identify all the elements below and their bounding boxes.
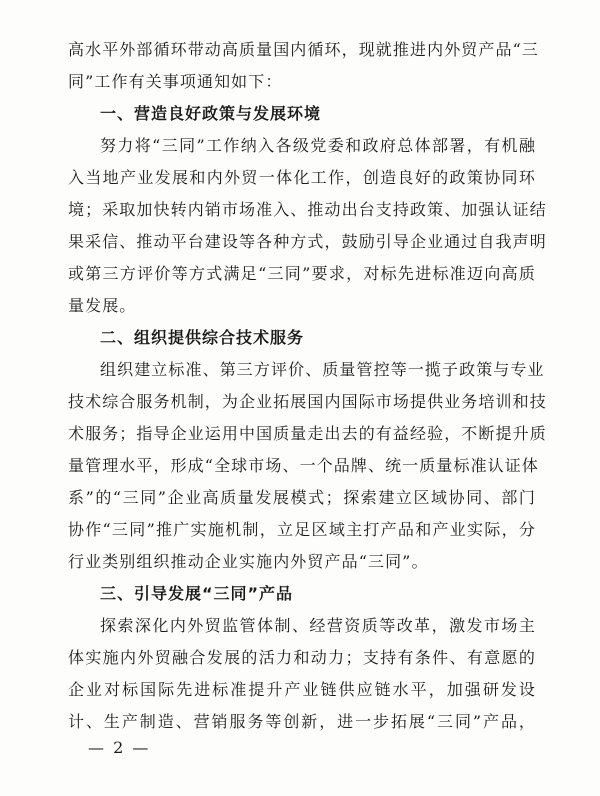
section-heading: 三、引导发展“三同”产品	[100, 584, 294, 603]
document-body	[68, 34, 547, 738]
intro-line: 同”工作有关事项通知如下：	[68, 72, 283, 91]
paragraph-line: 入当地产业发展和内外贸一体化工作，创造良好的政策协同环	[68, 168, 536, 187]
paragraph-line: 量发展。	[68, 296, 137, 315]
paragraph-line: 计、生产制造、营销服务等创新，进一步拓展“三同”产品，	[68, 712, 536, 731]
section-heading: 一、营造良好政策与发展环境	[100, 104, 322, 123]
paragraph-line: 企业对标国际先进标准提升产业链供应链水平，加强研发设	[68, 680, 536, 699]
paragraph-line: 术服务；指导企业运用中国质量走出去的有益经验，不断提升质	[68, 424, 547, 443]
paragraph-line: 技术综合服务机制，为企业拓展国内国际市场提供业务培训和技	[68, 392, 547, 411]
paragraph-line: 境；采取加快转内销市场准入、推动出台支持政策、加强认证结	[68, 200, 547, 219]
intro-line: 高水平外部循环带动高质量国内循环，现就推进内外贸产品“三	[68, 40, 539, 59]
page-number: — 2 —	[88, 738, 151, 757]
paragraph-line: 果采信、推动平台建设等各种方式，鼓励引导企业通过自我声明	[68, 232, 547, 251]
paragraph-line: 努力将“三同”工作纳入各级党委和政府总体部署，有机融	[100, 136, 536, 155]
section-heading: 二、组织提供综合技术服务	[100, 328, 305, 347]
paragraph-line: 探索深化内外贸监管体制、经营资质等改革，激发市场主	[100, 616, 536, 635]
paragraph-line: 量管理水平，形成“全球市场、一个品牌、统一质量标准认证体	[68, 456, 539, 475]
paragraph-line: 协作“三同”推广实施机制，立足区域主打产品和产业实际，分	[68, 520, 536, 539]
paragraph-line: 组织建立标准、第三方评价、质量管控等一揽子政策与专业	[100, 360, 545, 379]
paragraph-line: 体实施内外贸融合发展的活力和动力；支持有条件、有意愿的	[68, 648, 536, 667]
paragraph-line: 或第三方评价等方式满足“三同”要求，对标先进标准迈向高质	[68, 264, 536, 283]
paragraph-line: 行业类别组织推动企业实施内外贸产品“三同”。	[68, 552, 429, 571]
paragraph-line: 系”的“三同”企业高质量发展模式；探索建立区域协同、部门	[68, 488, 536, 507]
